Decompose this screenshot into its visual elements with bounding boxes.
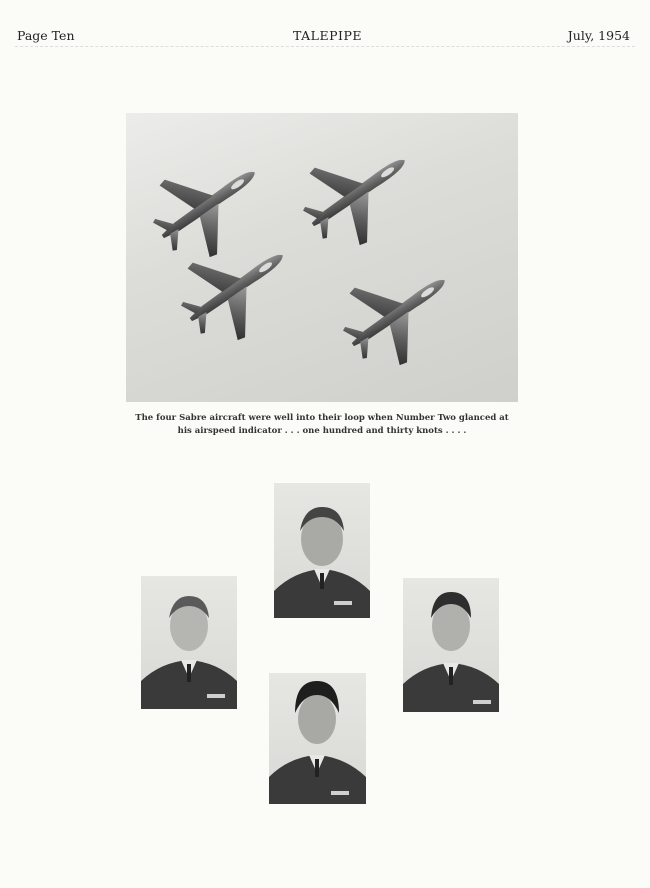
- pilot-portrait-top: [274, 483, 370, 618]
- portrait-image: [403, 578, 499, 712]
- portrait-image: [141, 576, 237, 709]
- pilot-portrait-left: [141, 576, 237, 709]
- sabre-formation-photo: [126, 113, 518, 402]
- sabre-formation-image: [126, 113, 518, 402]
- portrait-image: [274, 483, 370, 618]
- magazine-title: TALEPIPE: [293, 28, 362, 43]
- sabre-aircraft-1: [137, 135, 281, 274]
- issue-date: July, 1954: [567, 28, 630, 43]
- caption-line-1: The four Sabre aircraft were well into their loop when Number Two glanced at: [135, 413, 509, 423]
- sabre-aircraft-3: [165, 218, 309, 357]
- sabre-aircraft-4: [327, 243, 471, 382]
- pilot-portrait-bottom: [269, 673, 366, 804]
- portrait-image: [269, 673, 366, 804]
- page-label: Page Ten: [17, 28, 75, 43]
- sabre-aircraft-2: [287, 123, 431, 262]
- pilot-portrait-right: [403, 578, 499, 712]
- header-rule: [15, 46, 635, 47]
- caption-line-2: his airspeed indicator . . . one hundred and thirty knots . . . .: [177, 426, 467, 436]
- photo-caption: [126, 412, 518, 438]
